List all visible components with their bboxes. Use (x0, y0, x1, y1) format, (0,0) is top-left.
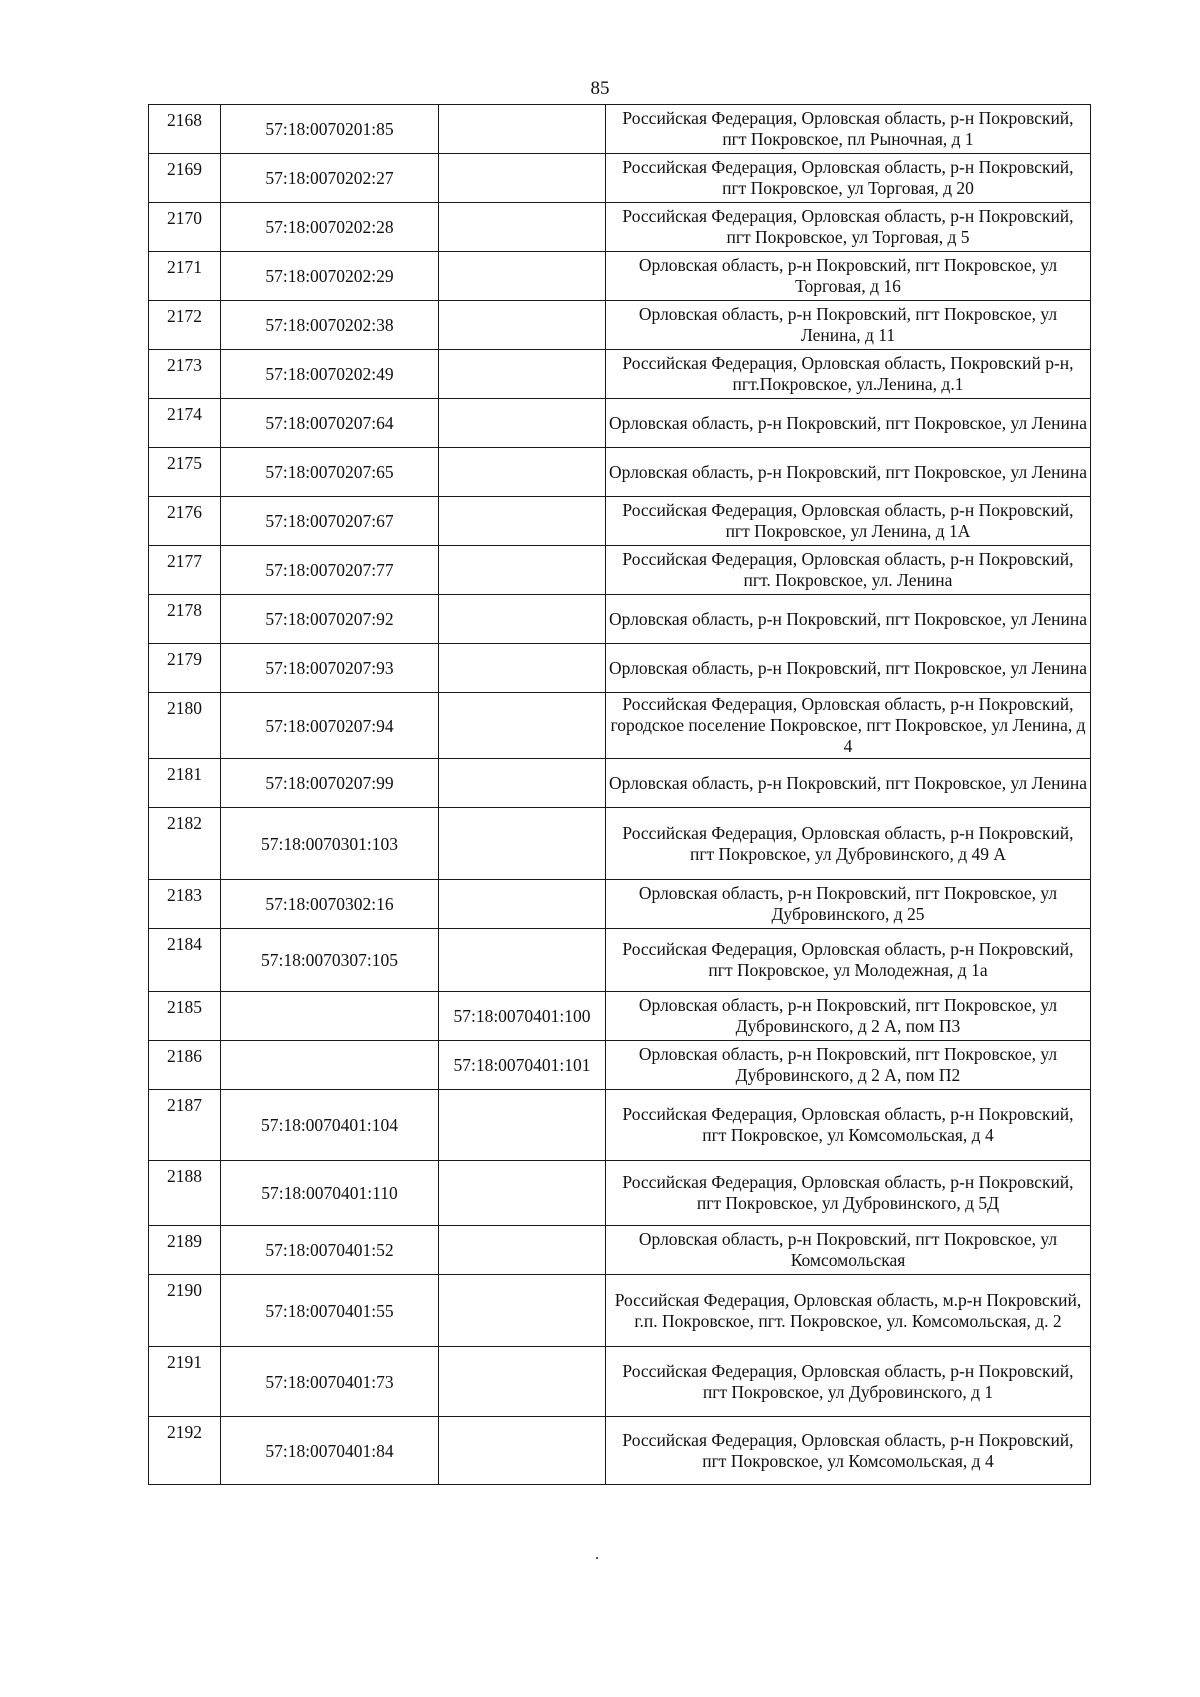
related-cadastral-number-cell (439, 105, 606, 154)
row-number-cell: 2192 (149, 1417, 221, 1485)
table-row (149, 1041, 1091, 1090)
related-cadastral-number-cell: 57:18:0070401:100 (439, 992, 606, 1041)
address-cell: Российская Федерация, Орловская область, м.р-н Покровский, г.п. Покровское, пгт. Покровское, ул. Комсомольская, д. 2 (606, 1275, 1091, 1347)
address-cell: Российская Федерация, Орловская область, р-н Покровский, пгт Покровское, ул Дубровинского, д 49 А (606, 808, 1091, 880)
related-cadastral-number-cell (439, 880, 606, 929)
row-number-cell: 2176 (149, 497, 221, 546)
cadastral-number-cell: 57:18:0070201:85 (221, 105, 439, 154)
row-number-cell: 2187 (149, 1090, 221, 1161)
row-number-cell: 2186 (149, 1041, 221, 1090)
page-number: 85 (590, 78, 610, 99)
cadastral-number-cell: 57:18:0070207:77 (221, 546, 439, 595)
cadastral-number-cell: 57:18:0070207:67 (221, 497, 439, 546)
address-cell: Орловская область, р-н Покровский, пгт Покровское, ул Ленина (606, 644, 1091, 693)
related-cadastral-number-cell (439, 1347, 606, 1417)
table-row (149, 1161, 1091, 1226)
related-cadastral-number-cell (439, 301, 606, 350)
address-cell: Российская Федерация, Орловская область, р-н Покровский, пгт Покровское, ул Ленина, д 1А (606, 497, 1091, 546)
cadastral-number-cell: 57:18:0070401:52 (221, 1226, 439, 1275)
table-row (149, 546, 1091, 595)
cadastral-number-cell: 57:18:0070207:92 (221, 595, 439, 644)
table-row (149, 252, 1091, 301)
property-registry-table (148, 104, 1091, 1485)
row-number-cell: 2189 (149, 1226, 221, 1275)
table-row (149, 759, 1091, 808)
row-number-cell: 2190 (149, 1275, 221, 1347)
table-row (149, 1090, 1091, 1161)
cadastral-number-cell (221, 1041, 439, 1090)
cadastral-number-cell: 57:18:0070401:104 (221, 1090, 439, 1161)
address-cell: Российская Федерация, Орловская область, р-н Покровский, пгт Покровское, ул Молодежная, д 1а (606, 929, 1091, 992)
address-cell: Российская Федерация, Орловская область, р-н Покровский, пгт Покровское, ул Комсомольская, д 4 (606, 1090, 1091, 1161)
table-row (149, 992, 1091, 1041)
related-cadastral-number-cell (439, 399, 606, 448)
address-cell: Российская Федерация, Орловская область, р-н Покровский, пгт Покровское, ул Дубровинского, д 5Д (606, 1161, 1091, 1226)
table-row (149, 203, 1091, 252)
row-number-cell: 2175 (149, 448, 221, 497)
row-number-cell: 2191 (149, 1347, 221, 1417)
cadastral-number-cell: 57:18:0070207:93 (221, 644, 439, 693)
cadastral-number-cell: 57:18:0070207:65 (221, 448, 439, 497)
address-cell: Орловская область, р-н Покровский, пгт Покровское, ул Ленина, д 11 (606, 301, 1091, 350)
address-cell: Орловская область, р-н Покровский, пгт Покровское, ул Комсомольская (606, 1226, 1091, 1275)
address-cell: Российская Федерация, Орловская область, р-н Покровский, пгт Покровское, ул Торговая, д 20 (606, 154, 1091, 203)
table-row (149, 497, 1091, 546)
address-cell: Российская Федерация, Орловская область, р-н Покровский, пгт Покровское, пл Рыночная, д 1 (606, 105, 1091, 154)
address-cell: Российская Федерация, Орловская область, р-н Покровский, пгт Покровское, ул Дубровинского, д 1 (606, 1347, 1091, 1417)
related-cadastral-number-cell (439, 759, 606, 808)
row-number-cell: 2172 (149, 301, 221, 350)
row-number-cell: 2177 (149, 546, 221, 595)
cadastral-number-cell: 57:18:0070307:105 (221, 929, 439, 992)
related-cadastral-number-cell (439, 497, 606, 546)
row-number-cell: 2180 (149, 693, 221, 759)
address-cell: Российская Федерация, Орловская область, р-н Покровский, городское поселение Покровское, пгт Покровское, ул Ленина, д 4 (606, 693, 1091, 759)
row-number-cell: 2179 (149, 644, 221, 693)
table-row (149, 595, 1091, 644)
related-cadastral-number-cell (439, 644, 606, 693)
table-row (149, 448, 1091, 497)
table-row (149, 1417, 1091, 1485)
related-cadastral-number-cell (439, 929, 606, 992)
table-row (149, 154, 1091, 203)
related-cadastral-number-cell (439, 546, 606, 595)
related-cadastral-number-cell (439, 693, 606, 759)
table-row (149, 880, 1091, 929)
related-cadastral-number-cell (439, 1226, 606, 1275)
row-number-cell: 2168 (149, 105, 221, 154)
table-row (149, 301, 1091, 350)
cadastral-number-cell: 57:18:0070302:16 (221, 880, 439, 929)
related-cadastral-number-cell (439, 1090, 606, 1161)
row-number-cell: 2170 (149, 203, 221, 252)
cadastral-number-cell: 57:18:0070207:99 (221, 759, 439, 808)
row-number-cell: 2183 (149, 880, 221, 929)
row-number-cell: 2173 (149, 350, 221, 399)
related-cadastral-number-cell (439, 595, 606, 644)
row-number-cell: 2185 (149, 992, 221, 1041)
related-cadastral-number-cell (439, 448, 606, 497)
cadastral-number-cell: 57:18:0070401:55 (221, 1275, 439, 1347)
address-cell: Российская Федерация, Орловская область, р-н Покровский, пгт Покровское, ул Торговая, д 5 (606, 203, 1091, 252)
address-cell: Орловская область, р-н Покровский, пгт Покровское, ул Дубровинского, д 25 (606, 880, 1091, 929)
address-cell: Орловская область, р-н Покровский, пгт Покровское, ул Ленина (606, 759, 1091, 808)
row-number-cell: 2188 (149, 1161, 221, 1226)
table-row (149, 350, 1091, 399)
cadastral-number-cell: 57:18:0070202:28 (221, 203, 439, 252)
row-number-cell: 2178 (149, 595, 221, 644)
related-cadastral-number-cell (439, 350, 606, 399)
table-row (149, 644, 1091, 693)
row-number-cell: 2184 (149, 929, 221, 992)
table-row (149, 399, 1091, 448)
table-row (149, 808, 1091, 880)
cadastral-number-cell: 57:18:0070401:73 (221, 1347, 439, 1417)
related-cadastral-number-cell (439, 808, 606, 880)
table-row (149, 105, 1091, 154)
related-cadastral-number-cell (439, 1417, 606, 1485)
address-cell: Российская Федерация, Орловская область, р-н Покровский, пгт. Покровское, ул. Ленина (606, 546, 1091, 595)
table-row (149, 1347, 1091, 1417)
row-number-cell: 2174 (149, 399, 221, 448)
cadastral-number-cell: 57:18:0070202:38 (221, 301, 439, 350)
registry-table-body (149, 105, 1091, 1485)
address-cell: Российская Федерация, Орловская область, Покровский р-н, пгт.Покровское, ул.Ленина, д.1 (606, 350, 1091, 399)
scan-speck (596, 1557, 598, 1559)
row-number-cell: 2181 (149, 759, 221, 808)
row-number-cell: 2169 (149, 154, 221, 203)
address-cell: Российская Федерация, Орловская область, р-н Покровский, пгт Покровское, ул Комсомольская, д 4 (606, 1417, 1091, 1485)
related-cadastral-number-cell: 57:18:0070401:101 (439, 1041, 606, 1090)
related-cadastral-number-cell (439, 252, 606, 301)
related-cadastral-number-cell (439, 1275, 606, 1347)
table-row (149, 693, 1091, 759)
related-cadastral-number-cell (439, 154, 606, 203)
table-row (149, 929, 1091, 992)
cadastral-number-cell: 57:18:0070202:27 (221, 154, 439, 203)
row-number-cell: 2182 (149, 808, 221, 880)
cadastral-number-cell: 57:18:0070301:103 (221, 808, 439, 880)
address-cell: Орловская область, р-н Покровский, пгт Покровское, ул Торговая, д 16 (606, 252, 1091, 301)
address-cell: Орловская область, р-н Покровский, пгт Покровское, ул Дубровинского, д 2 А, пом П3 (606, 992, 1091, 1041)
address-cell: Орловская область, р-н Покровский, пгт Покровское, ул Ленина (606, 448, 1091, 497)
cadastral-number-cell: 57:18:0070207:64 (221, 399, 439, 448)
cadastral-number-cell: 57:18:0070207:94 (221, 693, 439, 759)
address-cell: Орловская область, р-н Покровский, пгт Покровское, ул Дубровинского, д 2 А, пом П2 (606, 1041, 1091, 1090)
cadastral-number-cell: 57:18:0070202:29 (221, 252, 439, 301)
related-cadastral-number-cell (439, 1161, 606, 1226)
address-cell: Орловская область, р-н Покровский, пгт Покровское, ул Ленина (606, 399, 1091, 448)
related-cadastral-number-cell (439, 203, 606, 252)
cadastral-number-cell: 57:18:0070202:49 (221, 350, 439, 399)
table-row (149, 1226, 1091, 1275)
table-row (149, 1275, 1091, 1347)
cadastral-number-cell: 57:18:0070401:84 (221, 1417, 439, 1485)
cadastral-number-cell: 57:18:0070401:110 (221, 1161, 439, 1226)
cadastral-number-cell (221, 992, 439, 1041)
address-cell: Орловская область, р-н Покровский, пгт Покровское, ул Ленина (606, 595, 1091, 644)
row-number-cell: 2171 (149, 252, 221, 301)
